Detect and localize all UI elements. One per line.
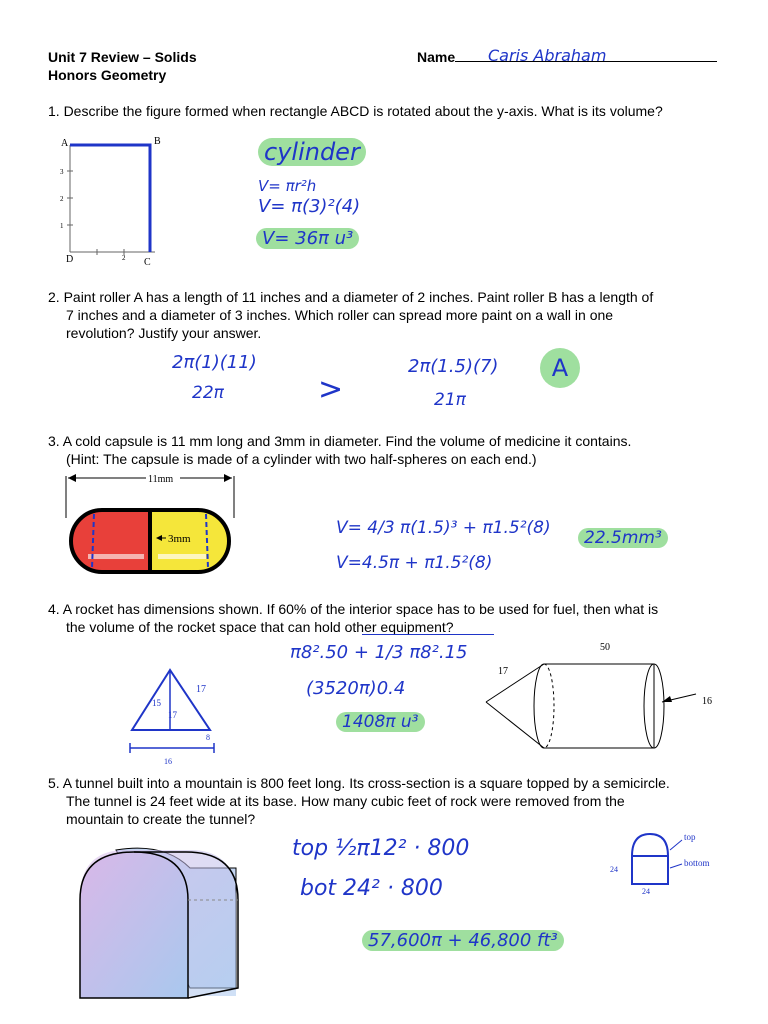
tri-17-inner: 17	[168, 710, 177, 720]
q3-work-2: V=4.5π + π1.5²(8)	[336, 553, 493, 573]
q3-line-1: 3. A cold capsule is 11 mm long and 3mm in diameter. Find the volume of medicine it contains.	[48, 433, 632, 449]
q1-work-3: V= 36π u³	[256, 228, 359, 249]
q5-work-top: top ½π12² · 800	[292, 836, 470, 861]
q2-work-a1: 2π(1)(11)	[172, 352, 257, 373]
q2-line-2: 7 inches and a diameter of 3 inches. Which roller can spread more paint on a wall in one	[66, 307, 614, 323]
q4-work-2: (3520π)0.4	[306, 678, 406, 699]
q5-line-3: mountain to create the tunnel?	[66, 811, 256, 827]
sketch-24-side: 24	[610, 865, 618, 874]
tick-y2: 2	[60, 195, 64, 203]
tri-16: 16	[164, 757, 172, 766]
capsule-length-label: 11mm	[148, 474, 174, 485]
rocket-50: 50	[600, 642, 610, 653]
q5-work-bottom: bot 24² · 800	[300, 876, 443, 901]
q2-line-3: revolution? Justify your answer.	[66, 325, 262, 341]
q5-line-1: 5. A tunnel built into a mountain is 800 feet long. Its cross-section is a square topped by a semicircle.	[48, 775, 670, 791]
q2-work-b2: 21π	[434, 390, 466, 410]
label-d: D	[66, 254, 74, 265]
q4-work-1: π8².50 + 1/3 π8².15	[290, 642, 468, 663]
capsule-diameter-label: 3mm	[168, 533, 191, 545]
q1-work-1: V= πr²h	[258, 177, 317, 195]
q1-graph	[60, 130, 170, 270]
tunnel-sketch	[598, 828, 728, 898]
sketch-24-base: 24	[642, 887, 650, 896]
q5-answer: 57,600π + 46,800 ft³	[362, 930, 564, 951]
label-b: B	[154, 136, 161, 147]
q2-line-1: 2. Paint roller A has a length of 11 inches and a diameter of 2 inches. Paint roller B has a length of	[48, 289, 654, 305]
q1-answer-cylinder: cylinder	[258, 138, 366, 166]
capsule-diagram	[58, 468, 248, 580]
q2-answer: A	[540, 348, 580, 388]
q3-line-2: (Hint: The capsule is made of a cylinder with two half-spheres on each end.)	[66, 451, 537, 467]
course-title: Honors Geometry	[48, 67, 167, 83]
tri-17-outer: 17	[196, 684, 206, 695]
q3-answer: 22.5mm³	[578, 528, 668, 548]
triangle-sketch	[118, 660, 228, 770]
tri-15: 15	[152, 698, 161, 708]
q4-line-2: the volume of the rocket space that can hold other equipment?	[66, 619, 454, 635]
sketch-bottom-label: bottom	[684, 858, 710, 868]
rocket-diagram	[476, 636, 730, 756]
sketch-top-label: top	[684, 832, 696, 842]
rectangle-abcd	[70, 145, 150, 252]
q1-text: 1. Describe the figure formed when rectangle ABCD is rotated about the y-axis. What is its volume?	[48, 103, 663, 119]
q1-work-2: V= π(3)²(4)	[258, 196, 361, 217]
student-name: Caris Abraham	[488, 46, 607, 65]
q5-line-2: The tunnel is 24 feet wide at its base. How many cubic feet of rock were removed from the	[66, 793, 625, 809]
underline-mark	[362, 634, 494, 635]
tick-y1: 1	[60, 222, 64, 230]
q3-work-1: V= 4/3 π(1.5)³ + π1.5²(8)	[336, 518, 551, 538]
label-c: C	[144, 257, 151, 268]
name-label-text: Name	[417, 49, 456, 65]
q4-answer: 1408π u³	[336, 712, 425, 732]
q2-greater-than: >	[318, 372, 344, 407]
q4-line-1: 4. A rocket has dimensions shown. If 60% of the interior space has to be used for fuel, then what is	[48, 601, 659, 617]
rocket-16: 16	[702, 696, 712, 707]
label-a: A	[61, 138, 69, 149]
tunnel-diagram	[76, 838, 246, 1004]
q2-work-a2: 22π	[192, 383, 224, 403]
unit-title: Unit 7 Review – Solids	[48, 49, 197, 65]
tick-x2: 2	[122, 254, 126, 262]
capsule-red-half	[71, 510, 150, 572]
tri-8: 8	[206, 733, 210, 742]
tick-y3: 3	[60, 168, 64, 176]
rocket-17: 17	[498, 666, 508, 677]
q2-work-b1: 2π(1.5)(7)	[408, 356, 499, 377]
